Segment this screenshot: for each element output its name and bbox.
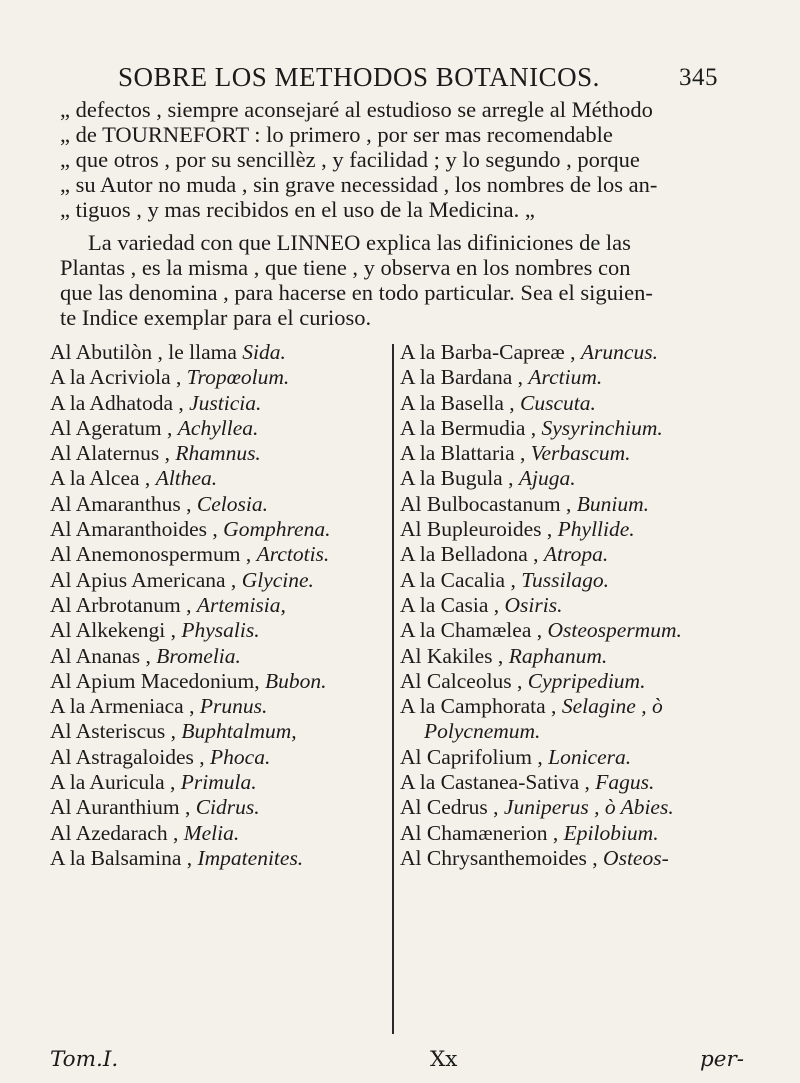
- index-entry: [50, 644, 350, 669]
- index-entry: [50, 568, 350, 593]
- plant-name-index: [50, 340, 770, 1072]
- common-name: A la Alcea ,: [50, 466, 156, 491]
- common-name: Al Amaranthoides ,: [50, 517, 224, 542]
- common-name: A la Balsamina ,: [50, 845, 198, 870]
- common-name: A la Camphorata ,: [400, 694, 562, 719]
- index-entry: [400, 517, 770, 542]
- common-name: A la Auricula ,: [50, 770, 181, 795]
- index-entry: [400, 846, 770, 871]
- index-entry: [50, 416, 350, 441]
- common-name: A la Barba-Capreæ ,: [400, 340, 581, 364]
- index-entry: [400, 644, 770, 669]
- index-entry: [50, 517, 350, 542]
- linnean-name: Artemisia,: [196, 592, 286, 617]
- linnean-name: Gomphrena.: [223, 517, 331, 542]
- index-entry: [50, 593, 350, 618]
- common-name: A la Blattaria ,: [400, 441, 531, 466]
- index-entry: [400, 466, 770, 491]
- common-name: Al Ageratum ,: [50, 415, 178, 440]
- linnean-name: Epilobium.: [563, 820, 659, 845]
- index-column-right: [400, 340, 770, 871]
- linnean-name: Cypripedium.: [527, 668, 646, 693]
- linnean-name: Juniperus , ò Abies.: [503, 795, 674, 820]
- linnean-name: Arctotis.: [256, 542, 330, 567]
- index-entry: [400, 618, 770, 643]
- linnean-name: Sysyrinchium.: [541, 415, 663, 440]
- index-entry: [50, 719, 350, 744]
- index-entry: [400, 492, 770, 517]
- common-name: Al Bupleuroides ,: [400, 517, 558, 542]
- index-entry: [400, 719, 770, 744]
- quoted-paragraph: [60, 97, 750, 222]
- linnean-name: Melia.: [183, 820, 240, 845]
- volume-mark: Tom.I.: [50, 1047, 119, 1072]
- common-name: Al Ananas ,: [50, 643, 157, 668]
- text-line: „ tiguos , y mas recibidos en el uso de la Medicina. „: [60, 197, 535, 222]
- index-column-left: [50, 340, 350, 871]
- common-name: Al Alkekengi ,: [50, 618, 182, 643]
- common-name: A la Castanea-Sativa ,: [400, 770, 596, 795]
- signature-mark: Xx: [430, 1047, 458, 1072]
- text-line: „ de TOURNEFORT : lo primero , por ser mas recomendable: [60, 122, 613, 147]
- linnean-name: Althea.: [155, 466, 218, 491]
- text-line: Plantas , es la misma , que tiene , y observa en los nombres con: [60, 255, 631, 280]
- common-name: Al Anemonospermum ,: [50, 542, 257, 567]
- page-number: 345: [679, 64, 718, 91]
- linnean-name: Bunium.: [576, 491, 650, 516]
- common-name: A la Bugula ,: [400, 466, 519, 491]
- index-entry: [50, 492, 350, 517]
- linnean-name: Bubon.: [264, 668, 327, 693]
- index-entry: [400, 340, 770, 365]
- common-name: A la Acriviola ,: [50, 365, 187, 390]
- index-entry: [400, 770, 770, 795]
- common-name: A la Adhatoda ,: [50, 390, 190, 415]
- index-entry: [400, 568, 770, 593]
- common-name: Al Apium Macedonium,: [50, 668, 265, 693]
- common-name: Al Calceolus ,: [400, 668, 528, 693]
- linnean-name: Bromelia.: [156, 643, 241, 668]
- linnean-name: Rhamnus.: [175, 441, 261, 466]
- linnean-name: Aruncus.: [580, 340, 658, 364]
- text-line: „ que otros , por su sencillèz , y facilidad ; y lo segundo , porque: [60, 147, 640, 172]
- common-name: Al Auranthium ,: [50, 795, 196, 820]
- linnean-name: Fagus.: [595, 770, 655, 795]
- running-header: [118, 62, 718, 98]
- catchword: per-: [700, 1047, 745, 1072]
- index-entry: [50, 694, 350, 719]
- index-entry: [50, 391, 350, 416]
- index-entry: [50, 441, 350, 466]
- index-entry: [50, 542, 350, 567]
- linnean-name: Arctium.: [528, 365, 603, 390]
- linnean-name: Atropa.: [543, 542, 609, 567]
- common-name: Al Abutilòn , le llama: [50, 340, 243, 364]
- common-name: Al Chrysanthemoides ,: [400, 845, 604, 870]
- common-name: Al Apius Americana ,: [50, 567, 242, 592]
- text-line: „ defectos , siempre aconsejaré al estudioso se arregle al Méthodo: [60, 97, 653, 122]
- index-entry: [50, 795, 350, 820]
- text-line: te Indice exemplar para el curioso.: [60, 305, 372, 330]
- linnean-name: Tropœolum.: [186, 365, 290, 390]
- linnean-name: Selagine , ò: [561, 694, 663, 719]
- linnean-name: Glycine.: [241, 567, 314, 592]
- common-name: A la Chamælea ,: [400, 618, 548, 643]
- index-entry: [50, 669, 350, 694]
- linnean-name: Osteospermum.: [547, 618, 682, 643]
- index-entry: [400, 694, 770, 719]
- index-entry: [400, 542, 770, 567]
- linnean-name: Cidrus.: [195, 795, 260, 820]
- running-title: SOBRE LOS METHODOS BOTANICOS.: [118, 62, 600, 92]
- index-entry: [400, 365, 770, 390]
- linnean-name: Tussilago.: [521, 567, 610, 592]
- linnean-name: Phoca.: [210, 744, 271, 769]
- index-entry: [400, 821, 770, 846]
- linnean-name: Primula.: [180, 770, 257, 795]
- text-line: La variedad con que LINNEO explica las difiniciones de las: [88, 230, 631, 255]
- text-line: „ su Autor no muda , sin grave necessidad , los nombres de los an-: [60, 172, 658, 197]
- linnean-name: Achyllea.: [177, 415, 259, 440]
- linnean-name: Buphtalmum,: [181, 719, 297, 744]
- common-name: A la Bermudia ,: [400, 415, 542, 440]
- common-name: Al Kakiles ,: [400, 643, 509, 668]
- linnean-name: Ajuga.: [518, 466, 576, 491]
- index-entry: [50, 745, 350, 770]
- linnean-name: Cuscuta.: [520, 390, 596, 415]
- linnean-name: Lonicera.: [548, 744, 632, 769]
- index-entry: [50, 365, 350, 390]
- common-name: Al Arbrotanum ,: [50, 592, 197, 617]
- common-name: Al Caprifolium ,: [400, 744, 549, 769]
- index-entry: [400, 441, 770, 466]
- linnean-name: Osiris.: [504, 592, 563, 617]
- common-name: Al Bulbocastanum ,: [400, 491, 577, 516]
- common-name: Al Cedrus ,: [400, 795, 504, 820]
- index-entry: [50, 821, 350, 846]
- common-name: A la Cacalia ,: [400, 567, 522, 592]
- common-name: A la Belladona ,: [400, 542, 544, 567]
- index-entry: [50, 618, 350, 643]
- linnean-name: Prunus.: [199, 694, 268, 719]
- index-entry: [50, 340, 350, 365]
- common-name: A la Basella ,: [400, 390, 521, 415]
- linnean-name: Verbascum.: [530, 441, 631, 466]
- index-entry: [400, 745, 770, 770]
- linnean-name: Polycnemum.: [424, 719, 541, 744]
- index-entry: [400, 416, 770, 441]
- common-name: A la Armeniaca ,: [50, 694, 200, 719]
- linnean-name: Justicia.: [189, 390, 262, 415]
- common-name: Al Azedarach ,: [50, 820, 184, 845]
- column-divider: [392, 344, 394, 1034]
- index-entry: [50, 770, 350, 795]
- index-entry: [400, 795, 770, 820]
- common-name: A la Bardana ,: [400, 365, 529, 390]
- linneo-paragraph: [60, 230, 750, 330]
- common-name: Al Alaternus ,: [50, 441, 176, 466]
- text-line: que las denomina , para hacerse en todo particular. Sea el siguien-: [60, 280, 653, 305]
- index-entry: [50, 846, 350, 871]
- common-name: A la Casia ,: [400, 592, 505, 617]
- linnean-name: Impatenites.: [197, 845, 304, 870]
- common-name: Al Amaranthus ,: [50, 491, 197, 516]
- linnean-name: Osteos-: [603, 845, 669, 870]
- index-entry: [50, 466, 350, 491]
- common-name: Al Astragaloides ,: [50, 744, 211, 769]
- linnean-name: Physalis.: [181, 618, 260, 643]
- index-entry: [400, 669, 770, 694]
- linnean-name: Celosia.: [196, 491, 268, 516]
- index-entry: [400, 391, 770, 416]
- linnean-name: Phyllide.: [557, 517, 635, 542]
- common-name: Al Chamænerion ,: [400, 820, 564, 845]
- linnean-name: Raphanum.: [508, 643, 608, 668]
- linnean-name: Sida.: [242, 340, 286, 364]
- common-name: Al Asteriscus ,: [50, 719, 182, 744]
- index-entry: [400, 593, 770, 618]
